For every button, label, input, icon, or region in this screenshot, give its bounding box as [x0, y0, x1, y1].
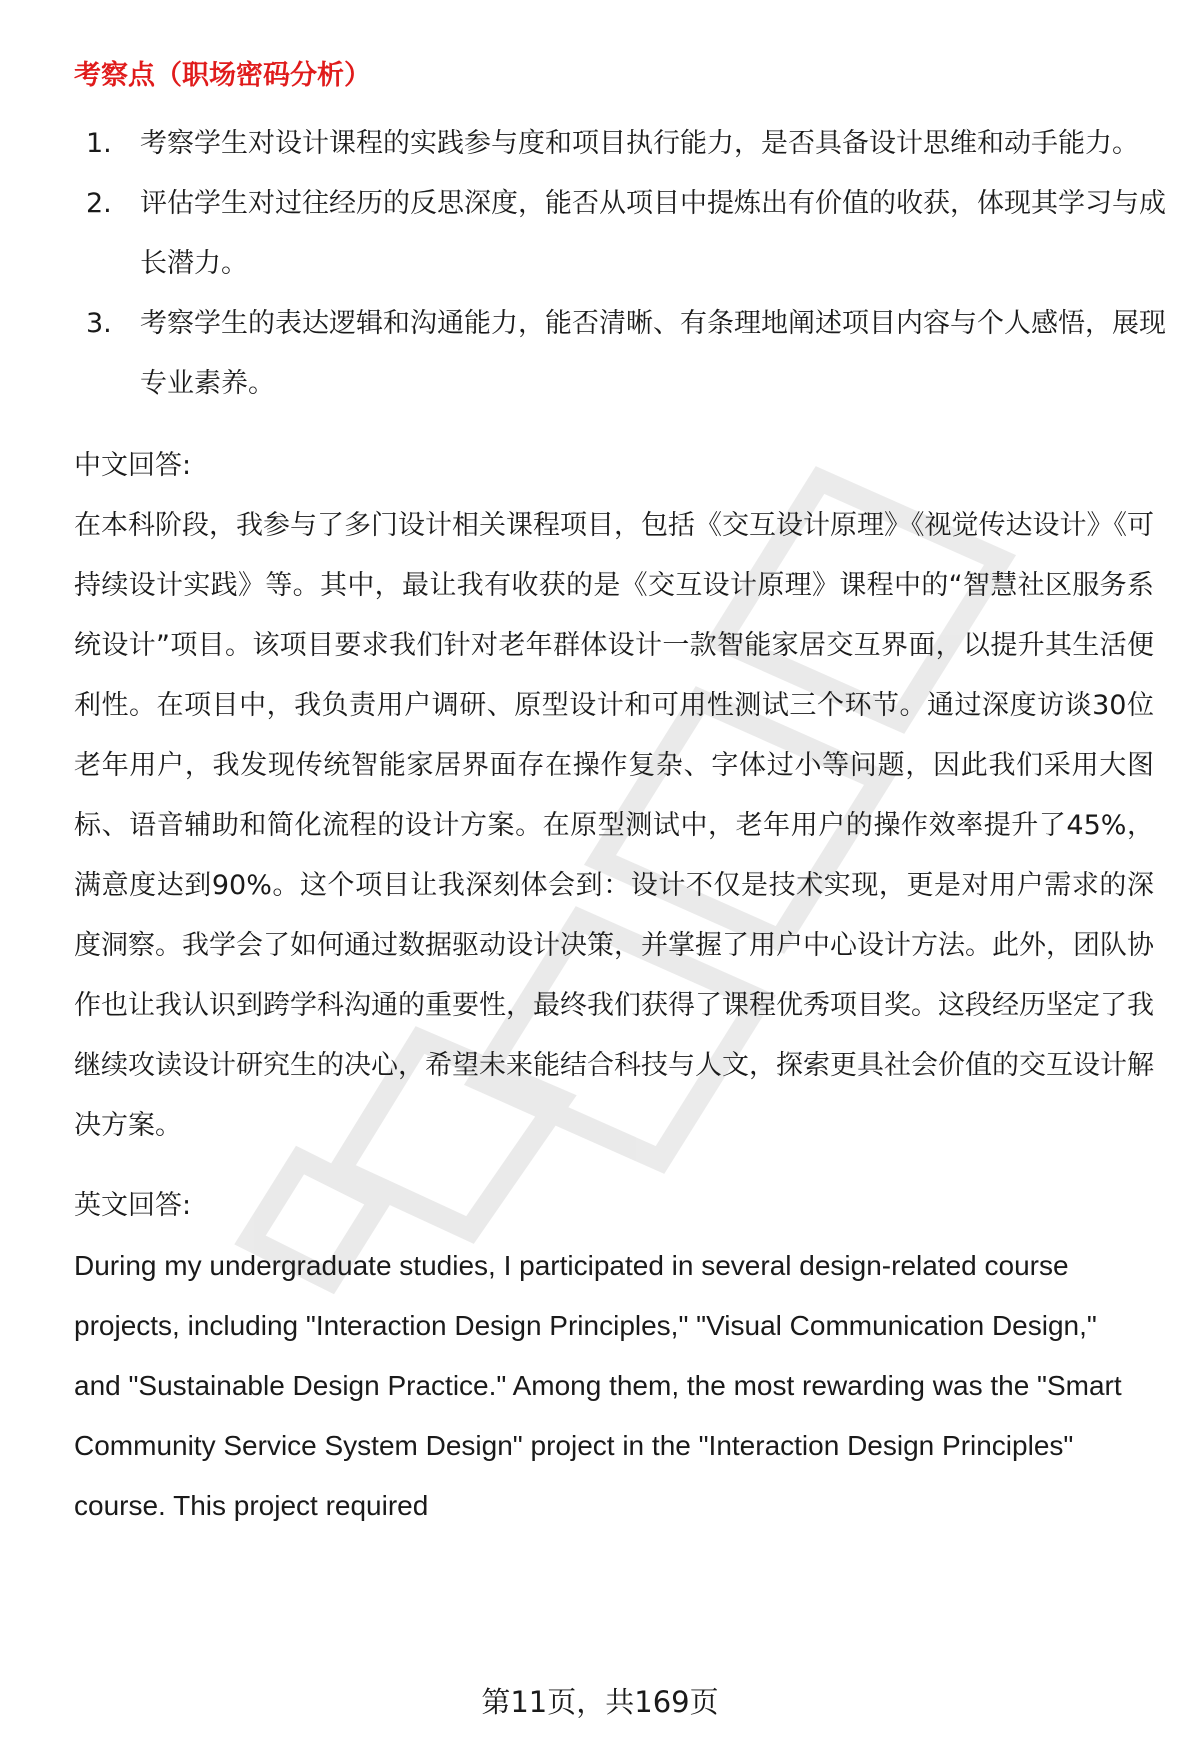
list-item-number: 2. [86, 188, 112, 219]
exam-points-title: 考察点（职场密码分析） [74, 60, 371, 91]
list-item-text: 考察学生对设计课程的实践参与度和项目执行能力，是否具备设计思维和动手能力。 [140, 128, 1139, 159]
list-item [86, 294, 1170, 414]
list-item-text: 评估学生对过往经历的反思深度，能否从项目中提炼出有价值的收获，体现其学习与成长潜力。 [140, 188, 1166, 279]
chinese-answer-text: 在本科阶段，我参与了多门设计相关课程项目，包括《交互设计原理》《视觉传达设计》《可持续设计实践》等。其中，最让我有收获的是《交互设计原理》课程中的“智慧社区服务系统设计”项目。该项目要求我们针对老年群体设计一款智能家居交互界面，以提升其生活便利性。在项目中，我负责用户调研、原型设计和可用性测试三个环节。通过深度访谈30位老年用户，我发现传统智能家居界面存在操作复杂、字体过小等问题，因此我们采用大图标、语音辅助和简化流程的设计方案。在原型测试中，老年用户的操作效率提升了45%，满意度达到90%。这个项目让我深刻体会到：设计不仅是技术实现，更是对用户需求的深度洞察。我学会了如何通过数据驱动设计决策，并掌握了用户中心设计方法。此外，团队协作也让我认识到跨学科沟通的重要性，最终我们获得了课程优秀项目奖。这段经历坚定了我继续攻读设计研究生的决心，希望未来能结合科技与人文，探索更具社会价值的交互设计解决方案。 [74, 510, 1154, 1141]
list-item [86, 114, 1170, 174]
list-item-number: 3. [86, 308, 112, 339]
chinese-answer-heading: 中文回答: [74, 450, 192, 481]
list-item-number: 1. [86, 128, 112, 159]
list-item [86, 174, 1170, 294]
english-answer-text: During my undergraduate studies, I participated in several design-related course projects, including "Interaction Design Principles," "Visual Communication Design," and "Sustainable Design Practice." Among them, the most rewarding was the "Smart Community Service System Design" project in the "Interaction Design Principles" course. This project required [74, 1250, 1122, 1521]
list-item-text: 考察学生的表达逻辑和沟通能力，能否清晰、有条理地阐述项目内容与个人感悟，展现专业素养。 [140, 308, 1166, 399]
page-number-footer: 第11页，共169页 [481, 1685, 719, 1719]
exam-points-list [74, 114, 1166, 414]
english-answer-heading: 英文回答: [74, 1190, 192, 1221]
